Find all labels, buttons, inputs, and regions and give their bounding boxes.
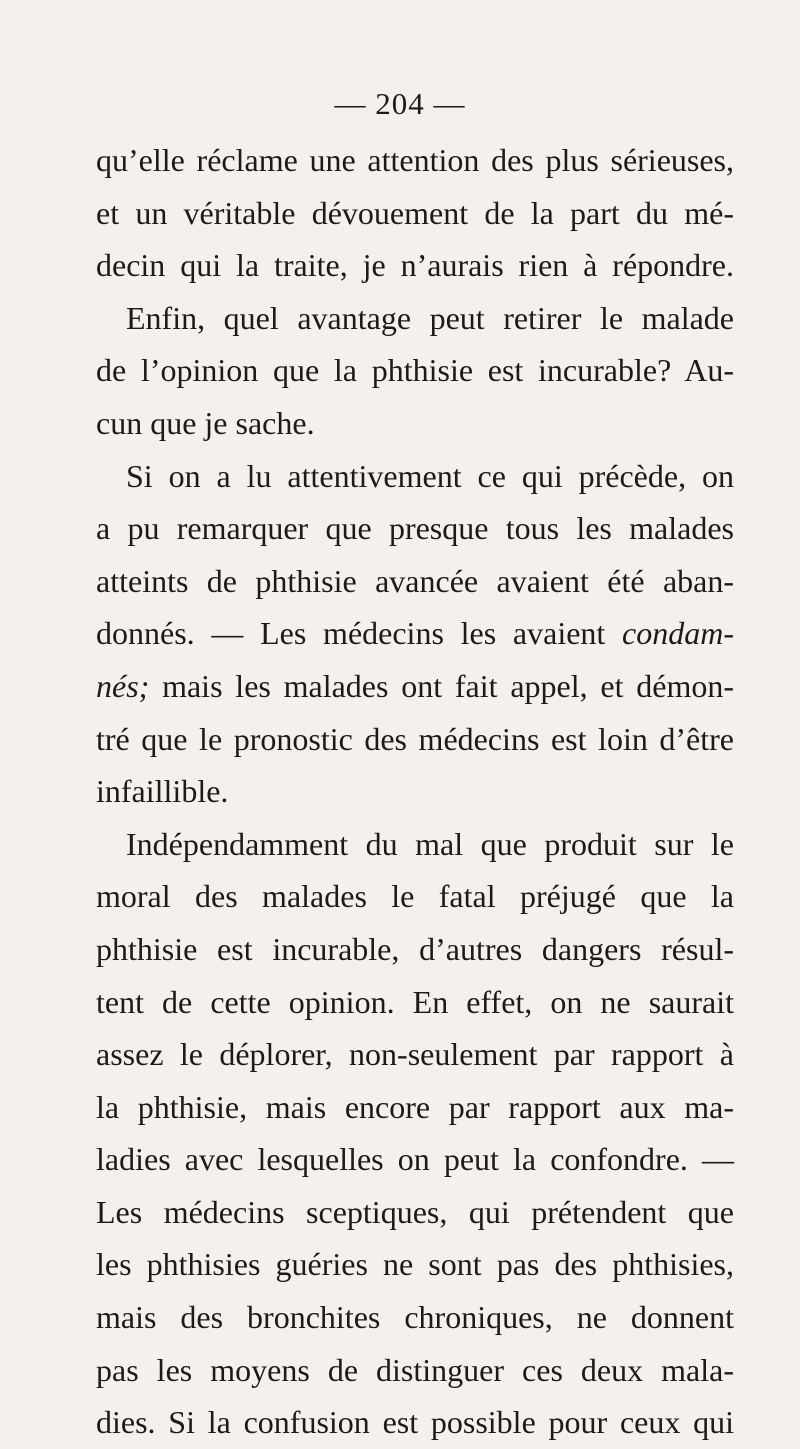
text-line: mais des bronchites chroniques, ne donnent <box>96 1299 734 1336</box>
text-line: qu’elle réclame une attention des plus sérieuses, <box>96 142 734 178</box>
text-segment: mais les malades ont fait appel, et démon- <box>149 667 734 704</box>
text-line <box>96 607 734 660</box>
text-line: de l’opinion que la phthisie est incurable? Au- <box>96 352 734 389</box>
text-segment: donnés. — Les médecins les avaient <box>96 615 623 652</box>
text-line: phthisie est incurable, d’autres dangers résul- <box>96 930 734 967</box>
text-line: Les médecins sceptiques, qui prétendent que <box>96 1193 734 1230</box>
italic-text: nés; <box>96 667 150 704</box>
text-line: tent de cette opinion. En effet, on ne saurait <box>96 983 734 1020</box>
text-line: assez le déplorer, non-seulement par rapport à <box>96 1036 734 1073</box>
text-line: dies. Si la confusion est possible pour ceux qui <box>96 1404 734 1441</box>
text-line: moral des malades le fatal préjugé que la <box>96 878 734 915</box>
italic-text: condam- <box>622 615 734 652</box>
text-line: tré que le pronostic des médecins est loin d’être <box>96 720 734 757</box>
text-line: infaillible. <box>96 773 229 810</box>
text-line: pas les moyens de distinguer ces deux mala- <box>96 1351 734 1388</box>
text-line: cun que je sache. <box>96 404 315 441</box>
page-number: — 204 — <box>334 86 466 121</box>
text-line: et un véritable dévouement de la part du mé- <box>96 194 734 231</box>
text-line: Indépendamment du mal que produit sur le <box>126 825 734 862</box>
text-line: Si on a lu attentivement ce qui précède, on <box>126 457 734 494</box>
text-line: a pu remarquer que presque tous les malades <box>96 510 734 547</box>
text-line <box>96 660 734 713</box>
text-line: atteints de phthisie avancée avaient été aban- <box>96 562 734 599</box>
text-line: decin qui la traite, je n’aurais rien à répondre. <box>96 247 734 284</box>
body-text <box>96 134 734 1449</box>
text-line: ladies avec lesquelles on peut la confondre. — <box>96 1141 734 1178</box>
text-line: les phthisies guéries ne sont pas des phthisies, <box>96 1246 734 1283</box>
text-line: Enfin, quel avantage peut retirer le malade <box>126 299 734 336</box>
text-line: la phthisie, mais encore par rapport aux ma- <box>96 1088 734 1125</box>
